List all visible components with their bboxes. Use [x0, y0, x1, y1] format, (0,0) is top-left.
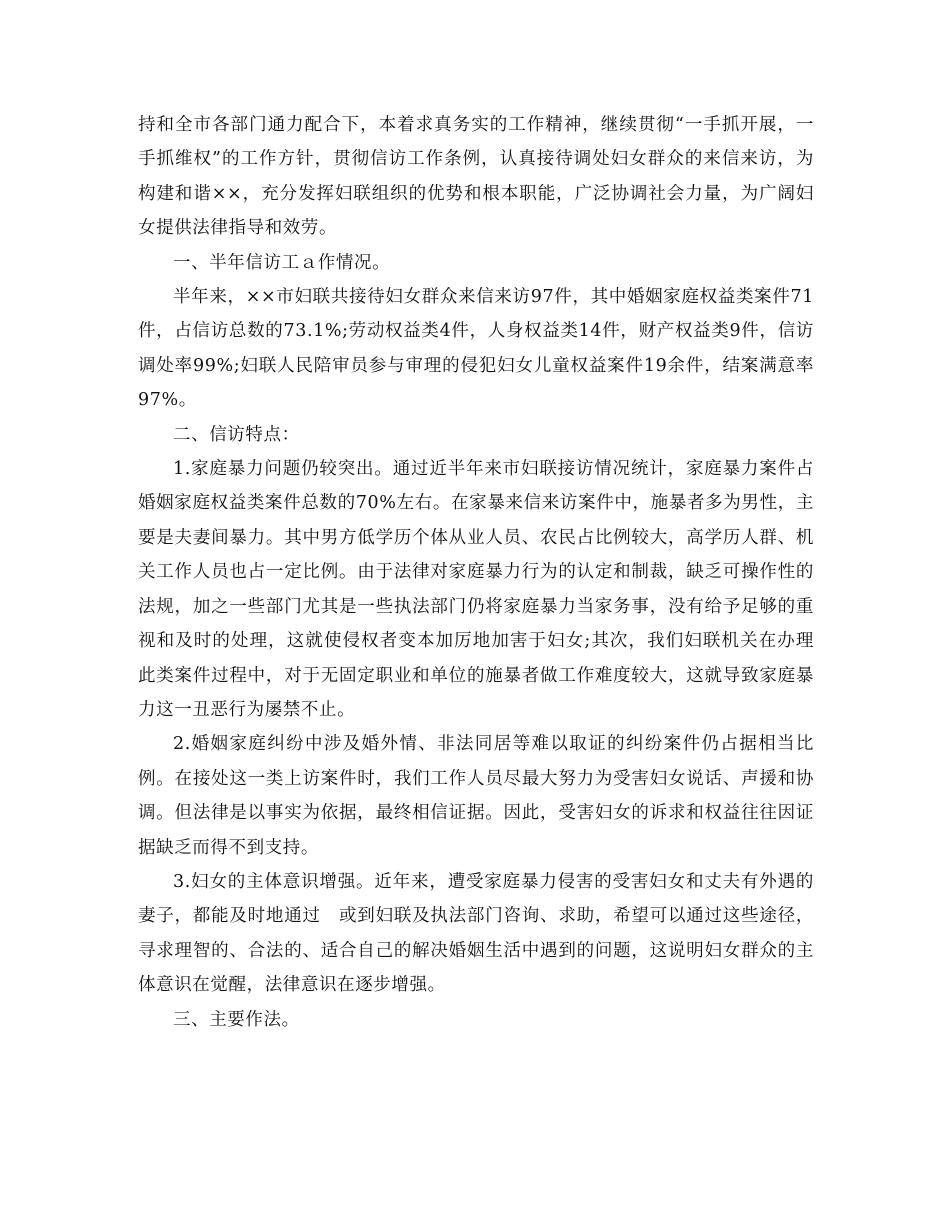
section-heading-1: 一、半年信访工ａ作情况。: [173, 252, 391, 273]
paragraph-point-2: 2.婚姻家庭纠纷中涉及婚外情、非法同居等难以取证的纠纷案件仍占据相当比例。在接处这一类上访案件时，我们工作人员尽最大努力为受害妇女说话、声援和协调。但法律是以事实为依据，最终相信证据。因此，受害妇女的诉求和权益往往因证据缺乏而得不到支持。: [138, 734, 814, 858]
paragraph-statistics: 半年来，××市妇联共接待妇女群众来信来访97件，其中婚姻家庭权益类案件71件，占信访总数的73.1%;劳动权益类4件，人身权益类14件，财产权益类9件，信访调处率99%;妇联人民陪审员参与审理的侵犯妇女儿童权益案件19余件，结案满意率97%。: [138, 287, 814, 411]
document-body: [138, 108, 814, 1037]
paragraph-continuation: 持和全市各部门通力配合下，本着求真务实的工作精神，继续贯彻“一手抓开展，一手抓维权”的工作方针，贯彻信访工作条例，认真接待调处妇女群众的来信来访，为构建和谐××，充分发挥妇联组织的优势和根本职能，广泛协调社会力量，为广阔妇女提供法律指导和效劳。: [138, 115, 814, 239]
paragraph-point-3: 3.妇女的主体意识增强。近年来，遭受家庭暴力侵害的受害妇女和丈夫有外遇的妻子，都能及时地通过 或到妇联及执法部门咨询、求助，希望可以通过这些途径，寻求理智的、合法的、适合自己的解决婚姻生活中遇到的问题，这说明妇女群众的主体意识在觉醒，法律意识在逐步增强。: [138, 871, 814, 996]
section-heading-3: 三、主要作法。: [173, 1009, 300, 1030]
section-heading-2: 二、信访特点：: [173, 424, 300, 445]
paragraph-point-1: 1.家庭暴力问题仍较突出。通过近半年来市妇联接访情况统计，家庭暴力案件占婚姻家庭权益类案件总数的70%左右。在家暴来信来访案件中，施暴者多为男性，主要是夫妻间暴力。其中男方低学历个体从业人员、农民占比例较大，高学历人群、机关工作人员也占一定比例。由于法律对家庭暴力行为的认定和制裁，缺乏可操作性的法规，加之一些部门尤其是一些执法部门仍将家庭暴力当家务事，没有给予足够的重视和及时的处理，这就使侵权者变本加厉地加害于妇女;其次，我们妇联机关在办理此类案件过程中，对于无固定职业和单位的施暴者做工作难度较大，这就导致家庭暴力这一丑恶行为屡禁不止。: [138, 459, 814, 720]
